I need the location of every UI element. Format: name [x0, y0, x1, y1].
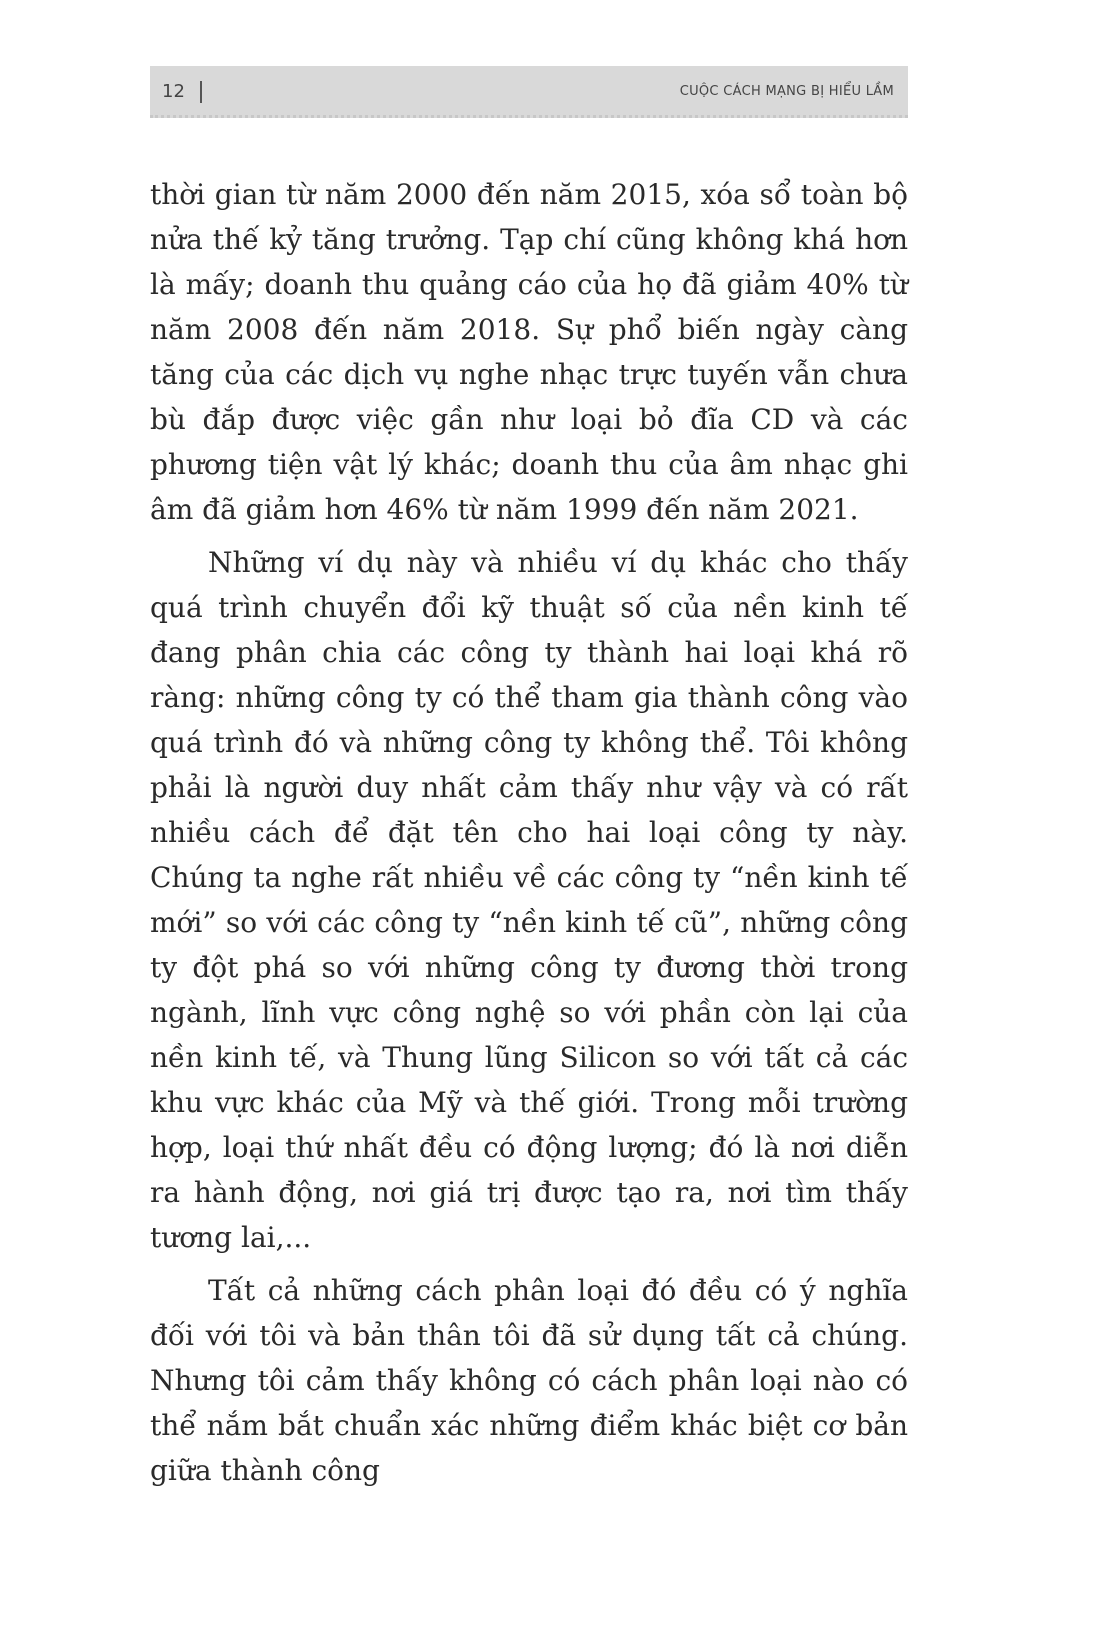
paragraph-continuation: thời gian từ năm 2000 đến năm 2015, xóa sổ toàn bộ nửa thế kỷ tăng trưởng. Tạp chí cũng không khá hơn là mấy; doanh thu quảng cáo của họ đã giảm 40% từ năm 2008 đến năm 2018. Sự phổ biến ngày càng tăng của các dịch vụ nghe nhạc trực tuyến vẫn chưa bù đắp được việc gần như loại bỏ đĩa CD và các phương tiện vật lý khác; doanh thu của âm nhạc ghi âm đã giảm hơn 46% từ năm 1999 đến năm 2021. [150, 178, 908, 526]
paragraph-examples: Những ví dụ này và nhiều ví dụ khác cho thấy quá trình chuyển đổi kỹ thuật số của nền kinh tế đang phân chia các công ty thành hai loại khá rõ ràng: những công ty có thể tham gia thành công vào quá trình đó và những công ty không thể. Tôi không phải là người duy nhất cảm thấy như vậy và có rất nhiều cách để đặt tên cho hai loại công ty này. Chúng ta nghe rất nhiều về các công ty “nền kinh tế mới” so với các công ty “nền kinh tế cũ”, những công ty đột phá so với những công ty đương thời trong ngành, lĩnh vực công nghệ so với phần còn lại của nền kinh tế, và Thung lũng Silicon so với tất cả các khu vực khác của Mỹ và thế giới. Trong mỗi trường hợp, loại thứ nhất đều có động lượng; đó là nơi diễn ra hành động, nơi giá trị được tạo ra, nơi tìm thấy tương lai,... [150, 546, 908, 1254]
page-body [150, 172, 908, 1501]
running-title: CUỘC CÁCH MẠNG BỊ HIỂU LẦM [679, 84, 894, 99]
paragraph-classification: Tất cả những cách phân loại đó đều có ý nghĩa đối với tôi và bản thân tôi đã sử dụng tất cả chúng. Nhưng tôi cảm thấy không có cách phân loại nào có thể nắm bắt chuẩn xác những điểm khác biệt cơ bản giữa thành công [150, 1274, 908, 1487]
header-divider [200, 81, 202, 103]
page-header [150, 66, 908, 118]
page-number: 12 [162, 81, 185, 102]
